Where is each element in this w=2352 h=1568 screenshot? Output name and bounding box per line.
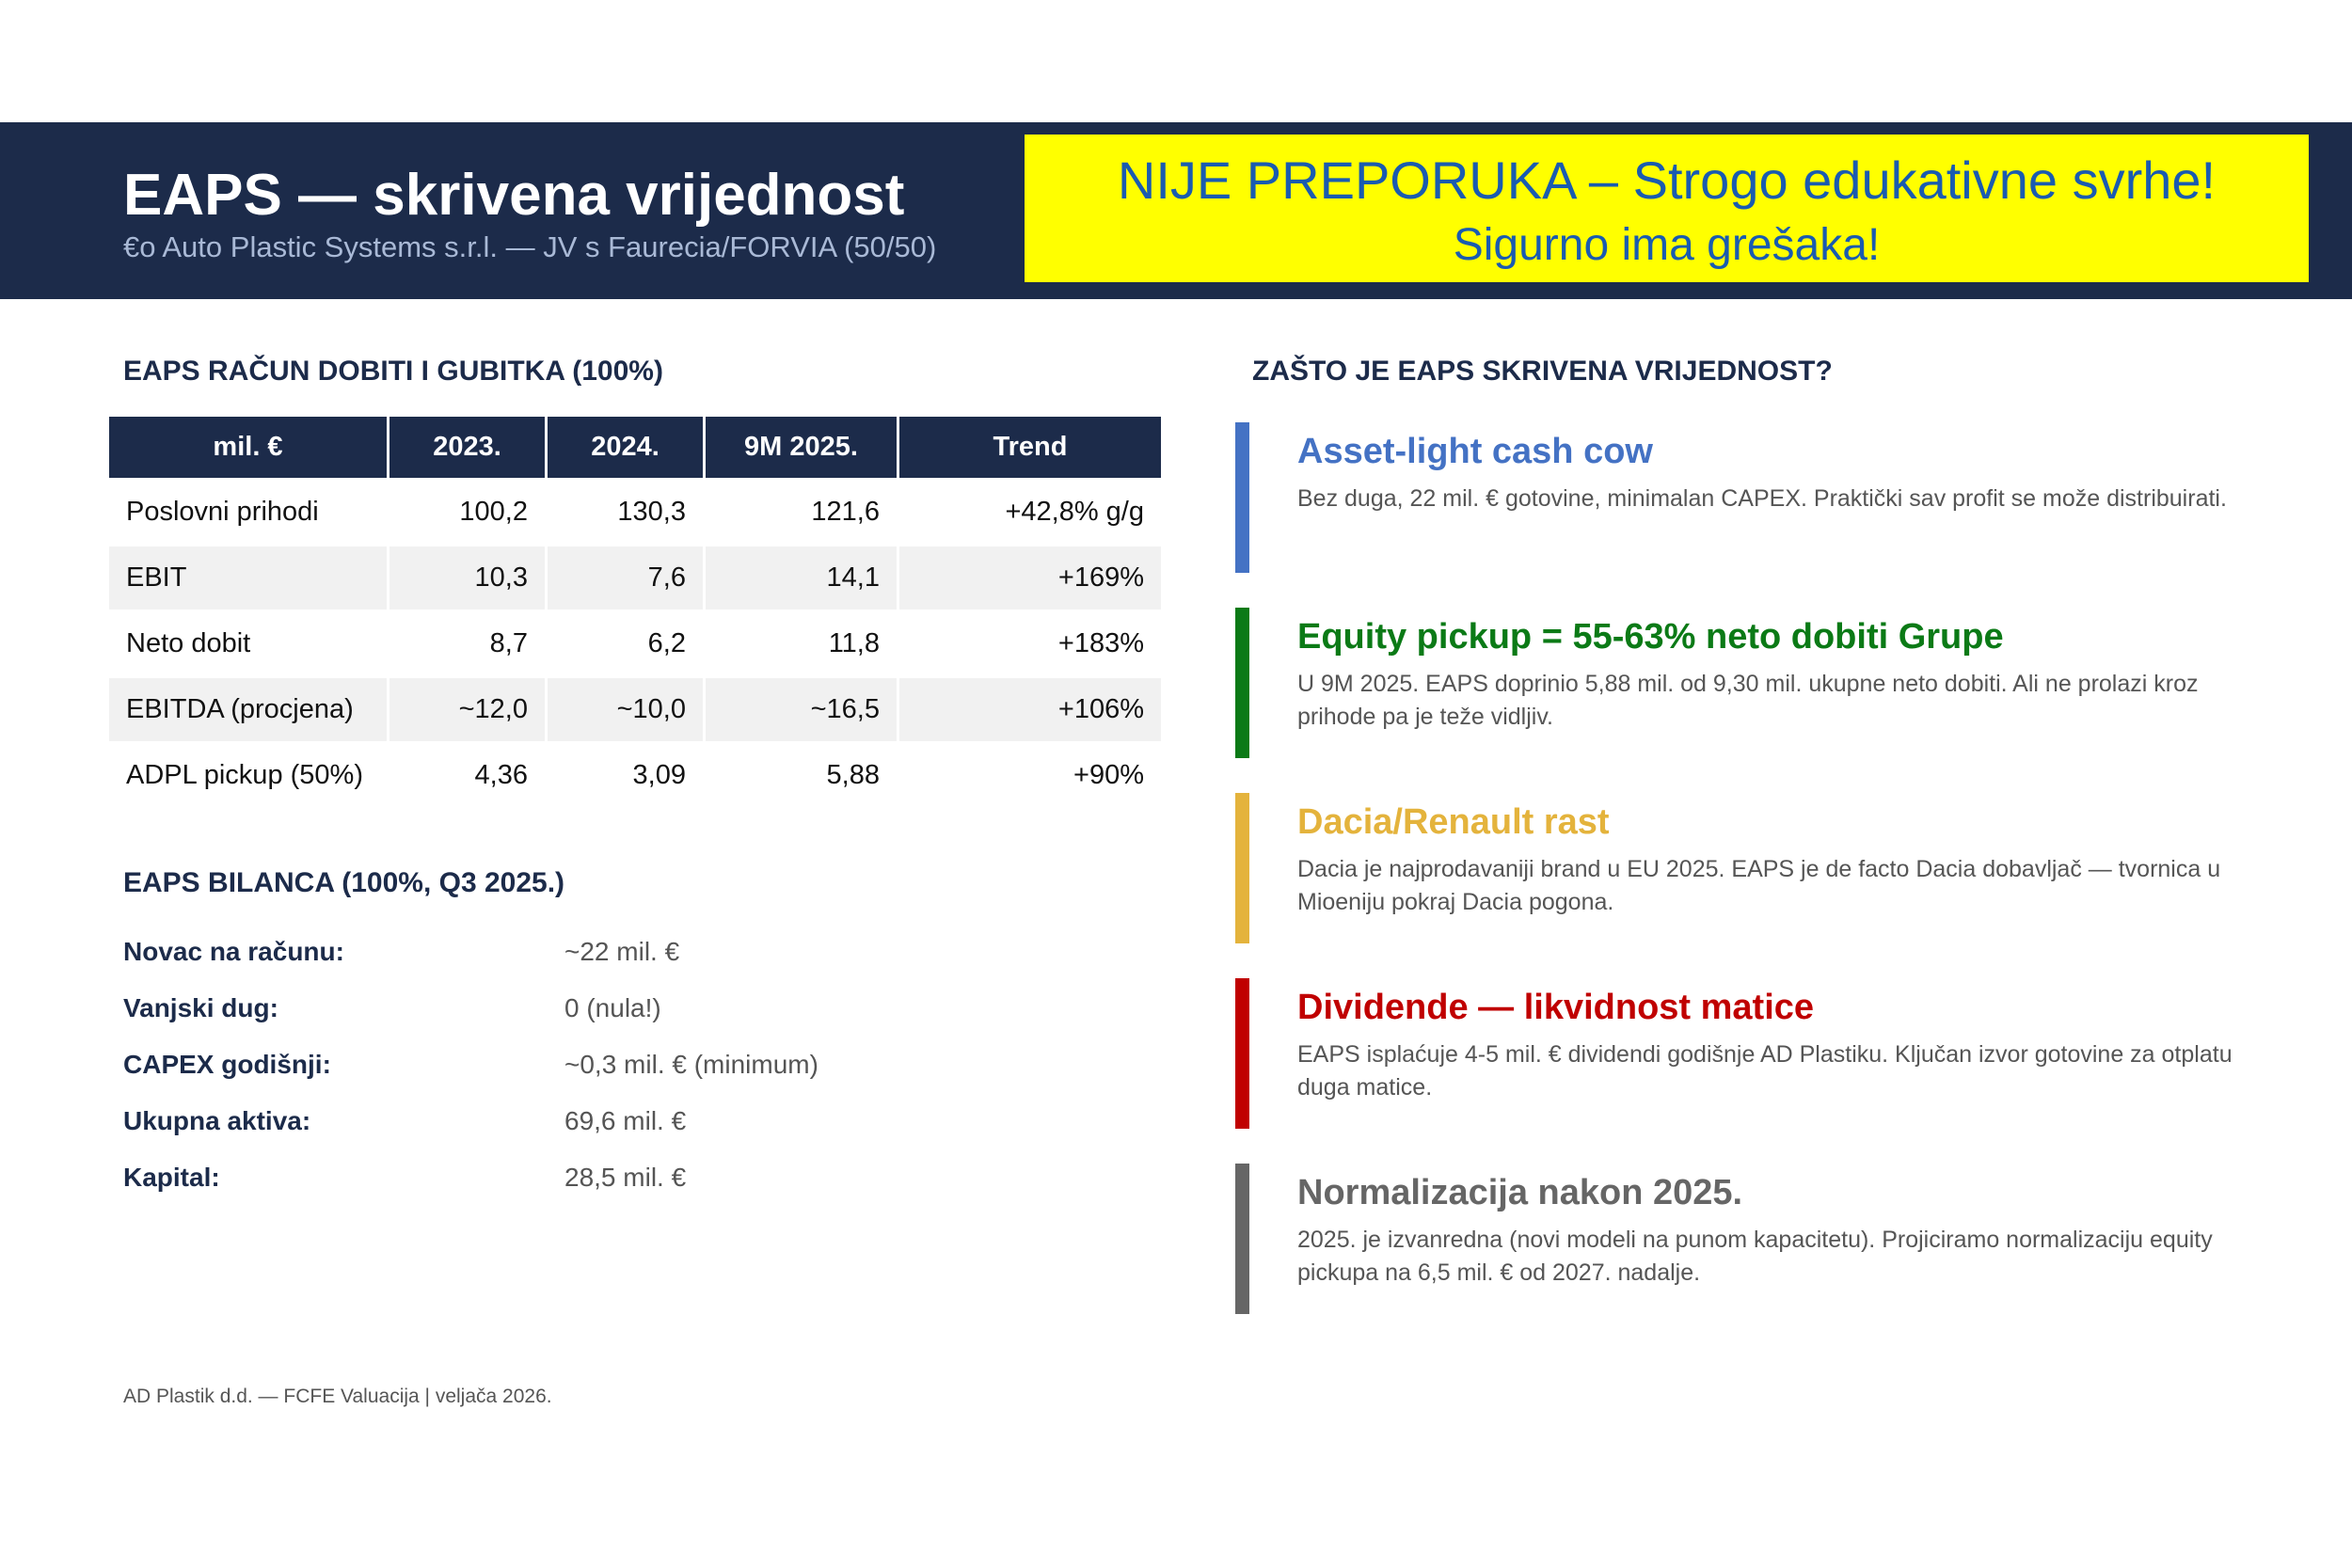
row-label: Neto dobit <box>126 628 251 658</box>
reason-card <box>1235 978 2289 1129</box>
table-row <box>109 744 1161 807</box>
cell-trend: +42,8% g/g <box>1005 497 1144 527</box>
cell-2024: 7,6 <box>548 546 703 610</box>
balance-label: Ukupna aktiva: <box>123 1106 311 1135</box>
cell-9m-2025: 14,1 <box>706 546 897 610</box>
cell-2024: ~10,0 <box>548 678 703 741</box>
cell-trend: +90% <box>1073 760 1144 790</box>
cell-trend: +169% <box>899 546 1161 610</box>
cell-trend: +183% <box>1057 628 1144 658</box>
balance-value: 69,6 mil. € <box>564 1106 687 1135</box>
card-accent-bar <box>1235 1164 1249 1314</box>
card-body: EAPS isplaćuje 4-5 mil. € dividendi godišnje AD Plastiku. Ključan izvor gotovine za otplatu duga matice. <box>1297 1041 2233 1101</box>
card-body: U 9M 2025. EAPS doprinio 5,88 mil. od 9,30 mil. ukupne neto dobiti. Ali ne prolazi kroz prihode pa je teže vidljiv. <box>1297 671 2199 730</box>
col-header: Trend <box>899 417 1161 478</box>
table-row <box>109 678 1161 741</box>
row-label: EBIT <box>109 546 387 610</box>
balance-value: 28,5 mil. € <box>564 1163 687 1192</box>
reason-card <box>1235 608 2289 758</box>
card-title: Dacia/Renault rast <box>1297 802 1610 842</box>
card-title: Dividende — likvidnost matice <box>1297 988 1815 1027</box>
cell-2024: 3,09 <box>632 760 686 790</box>
cell-2023: 8,7 <box>489 628 528 658</box>
balance-value: 0 (nula!) <box>564 993 661 1022</box>
row-label: EBITDA (procjena) <box>109 678 387 741</box>
why-heading: ZAŠTO JE EAPS SKRIVENA VRIJEDNOST? <box>1252 356 1833 387</box>
card-body: 2025. je izvanredna (novi modeli na punom kapacitetu). Projiciramo normalizaciju equity pickupa na 6,5 mil. € od 2027. nadalje. <box>1297 1227 2213 1286</box>
cell-2023: ~12,0 <box>389 678 545 741</box>
cell-2023: 10,3 <box>389 546 545 610</box>
card-accent-bar <box>1235 793 1249 943</box>
balance-label: CAPEX godišnji: <box>123 1050 331 1079</box>
balance-value: ~0,3 mil. € (minimum) <box>564 1050 818 1079</box>
row-label: Poslovni prihodi <box>126 497 319 527</box>
page-title: EAPS — skrivena vrijednost <box>123 163 905 228</box>
disclaimer-box <box>1025 135 2309 282</box>
col-header: 2024. <box>548 417 703 478</box>
reason-card <box>1235 1164 2289 1314</box>
balance-label: Kapital: <box>123 1163 220 1192</box>
card-body: Bez duga, 22 mil. € gotovine, minimalan CAPEX. Praktički sav profit se može distribuirati. <box>1297 485 2227 512</box>
balance-heading: EAPS BILANCA (100%, Q3 2025.) <box>123 867 565 898</box>
col-header: mil. € <box>109 417 387 478</box>
income-table-header <box>109 417 1161 478</box>
disclaimer-line-1: NIJE PREPORUKA – Strogo edukativne svrhe! <box>1117 150 2217 210</box>
table-row <box>109 612 1161 675</box>
card-title: Equity pickup = 55-63% neto dobiti Grupe <box>1297 617 2004 657</box>
card-title: Normalizacija nakon 2025. <box>1297 1173 1743 1212</box>
row-label: ADPL pickup (50%) <box>126 760 363 790</box>
card-accent-bar <box>1235 608 1249 758</box>
card-title: Asset-light cash cow <box>1297 432 1653 471</box>
balance-label: Novac na računu: <box>123 937 344 966</box>
balance-value: ~22 mil. € <box>564 937 680 966</box>
card-accent-bar <box>1235 978 1249 1129</box>
cell-9m-2025: 5,88 <box>826 760 880 790</box>
cell-9m-2025: 11,8 <box>828 628 880 658</box>
col-header: 9M 2025. <box>706 417 897 478</box>
cell-2024: 6,2 <box>647 628 686 658</box>
cell-2023: 4,36 <box>474 760 528 790</box>
cell-9m-2025: ~16,5 <box>706 678 897 741</box>
cell-9m-2025: 121,6 <box>811 497 880 527</box>
table-row <box>109 546 1161 610</box>
card-body: Dacia je najprodavaniji brand u EU 2025. EAPS je de facto Dacia dobavljač — tvornica u Mioeniju pokraj Dacia pogona. <box>1297 856 2221 915</box>
page-subtitle: €o Auto Plastic Systems s.r.l. — JV s Faurecia/FORVIA (50/50) <box>123 230 937 263</box>
disclaimer-line-2: Sigurno ima grešaka! <box>1453 220 1881 270</box>
card-accent-bar <box>1235 422 1249 573</box>
table-row <box>109 481 1161 544</box>
income-table <box>106 414 1164 810</box>
cell-trend: +106% <box>899 678 1161 741</box>
cell-2024: 130,3 <box>617 497 686 527</box>
footer-note: AD Plastik d.d. — FCFE Valuacija | veljača 2026. <box>123 1386 552 1407</box>
col-header: 2023. <box>389 417 545 478</box>
cell-2023: 100,2 <box>459 497 528 527</box>
balance-label: Vanjski dug: <box>123 993 278 1022</box>
income-heading: EAPS RAČUN DOBITI I GUBITKA (100%) <box>123 356 663 387</box>
reason-card <box>1235 422 2289 573</box>
reason-card <box>1235 793 2289 943</box>
